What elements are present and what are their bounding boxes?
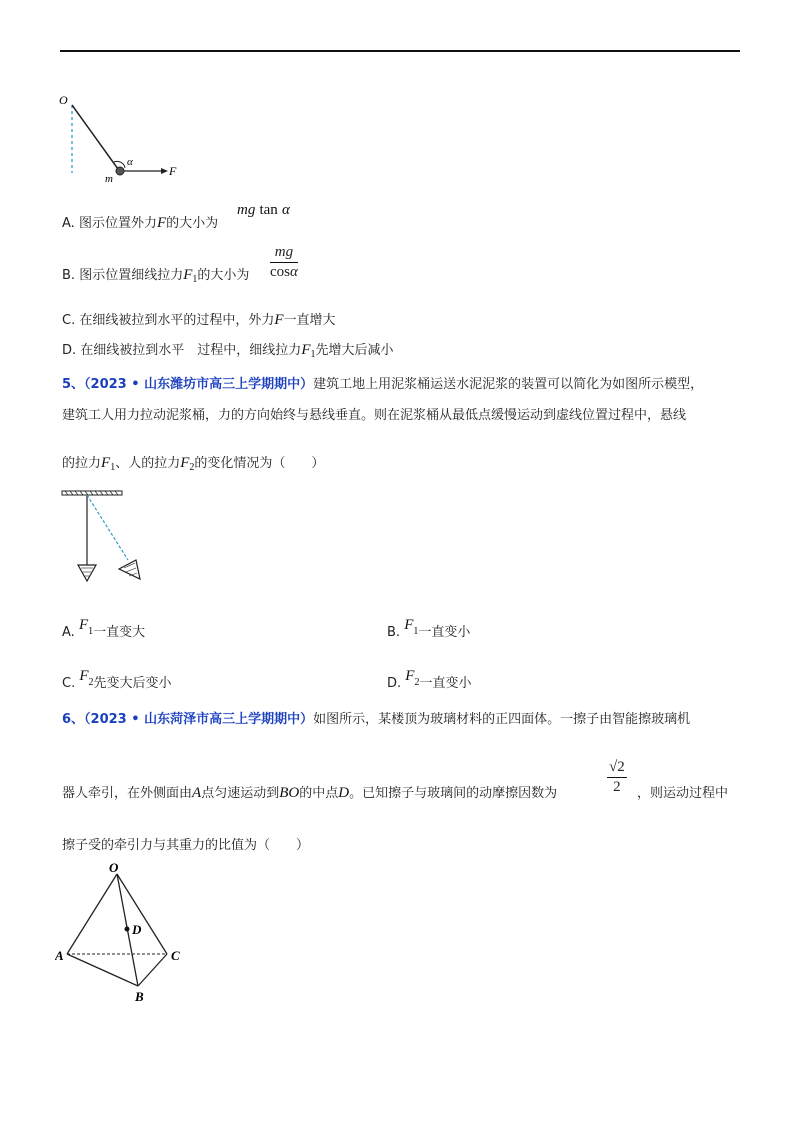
- q6-line1: 6、（2023 • 山东菏泽市高三上学期期中）如图所示，某楼顶为玻璃材料的正四面体。一擦子由智能擦玻璃机: [62, 712, 691, 727]
- label-o: O: [109, 860, 119, 875]
- label-a: A: [55, 948, 64, 963]
- label-alpha: α: [127, 156, 133, 168]
- q5-option-c[interactable]: C. $F^2$先变大后变小: [62, 668, 172, 691]
- q6-line2: 器人牵引，在外侧面由A点匀速运动到BO的中点D。已知擦子与玻璃间的动摩擦因数为: [62, 785, 558, 801]
- q6-line2-end: ，则运动过程中: [637, 786, 729, 801]
- bucket-figure: [58, 488, 158, 588]
- q5-option-d[interactable]: D. $F^2$一直变小: [387, 668, 472, 691]
- tetrahedron-figure: [55, 856, 195, 1006]
- q6-fraction: $\frac{√2}{2}$: [609, 759, 625, 795]
- q5-line3: 的拉力$F_1$、人的拉力$F_2$的变化情况为（ ）: [62, 455, 325, 473]
- q5-line2: 建筑工人用力拉动泥浆桶，力的方向始终与悬线垂直。则在泥浆桶从最低点缓慢运动到虚线位置过程中，悬线: [62, 408, 687, 423]
- q4-option-c[interactable]: C. 在细线被拉到水平的过程中，外力F一直增大: [62, 312, 336, 328]
- q4-option-b-fraction: $\frac{mg}{\cos\alpha}$: [270, 244, 298, 280]
- q5-option-a[interactable]: A. $F^1$一直变大: [62, 617, 146, 640]
- q4-option-b[interactable]: B. 图示位置细线拉力$F_1$的大小为: [62, 267, 250, 285]
- label-c: C: [171, 948, 180, 963]
- q4-option-a-expr: mg tan α: [237, 202, 290, 218]
- label-d: D: [132, 922, 142, 937]
- q4-option-d[interactable]: D. 在细线被拉到水平 过程中，细线拉力$F_1$先增大后减小: [62, 342, 394, 360]
- label-m: m: [105, 173, 113, 185]
- force-arrowhead: [161, 168, 168, 174]
- dashed-string: [87, 495, 128, 560]
- label-b: B: [135, 989, 144, 1004]
- q6-line3: 擦子受的牵引力与其重力的比值为（ ）: [62, 838, 310, 853]
- ball-mass: [116, 167, 124, 175]
- q5-line1: 5、（2023 • 山东潍坊市高三上学期期中）建筑工地上用泥浆桶运送水泥泥浆的装置可以简化为如图所示模型，: [62, 377, 704, 392]
- pendulum-figure: [55, 88, 195, 186]
- ceiling: [62, 491, 122, 495]
- q5-option-b[interactable]: B. $F^1$一直变小: [387, 617, 471, 640]
- bucket-lowest: [78, 565, 96, 581]
- bucket-tilted: [119, 560, 140, 579]
- point-d: [125, 927, 130, 932]
- label-o: O: [59, 93, 68, 107]
- header-rule: [60, 50, 740, 52]
- q4-option-a[interactable]: A. 图示位置外力F的大小为: [62, 215, 219, 231]
- string-line: [72, 105, 118, 169]
- label-f: F: [169, 164, 177, 178]
